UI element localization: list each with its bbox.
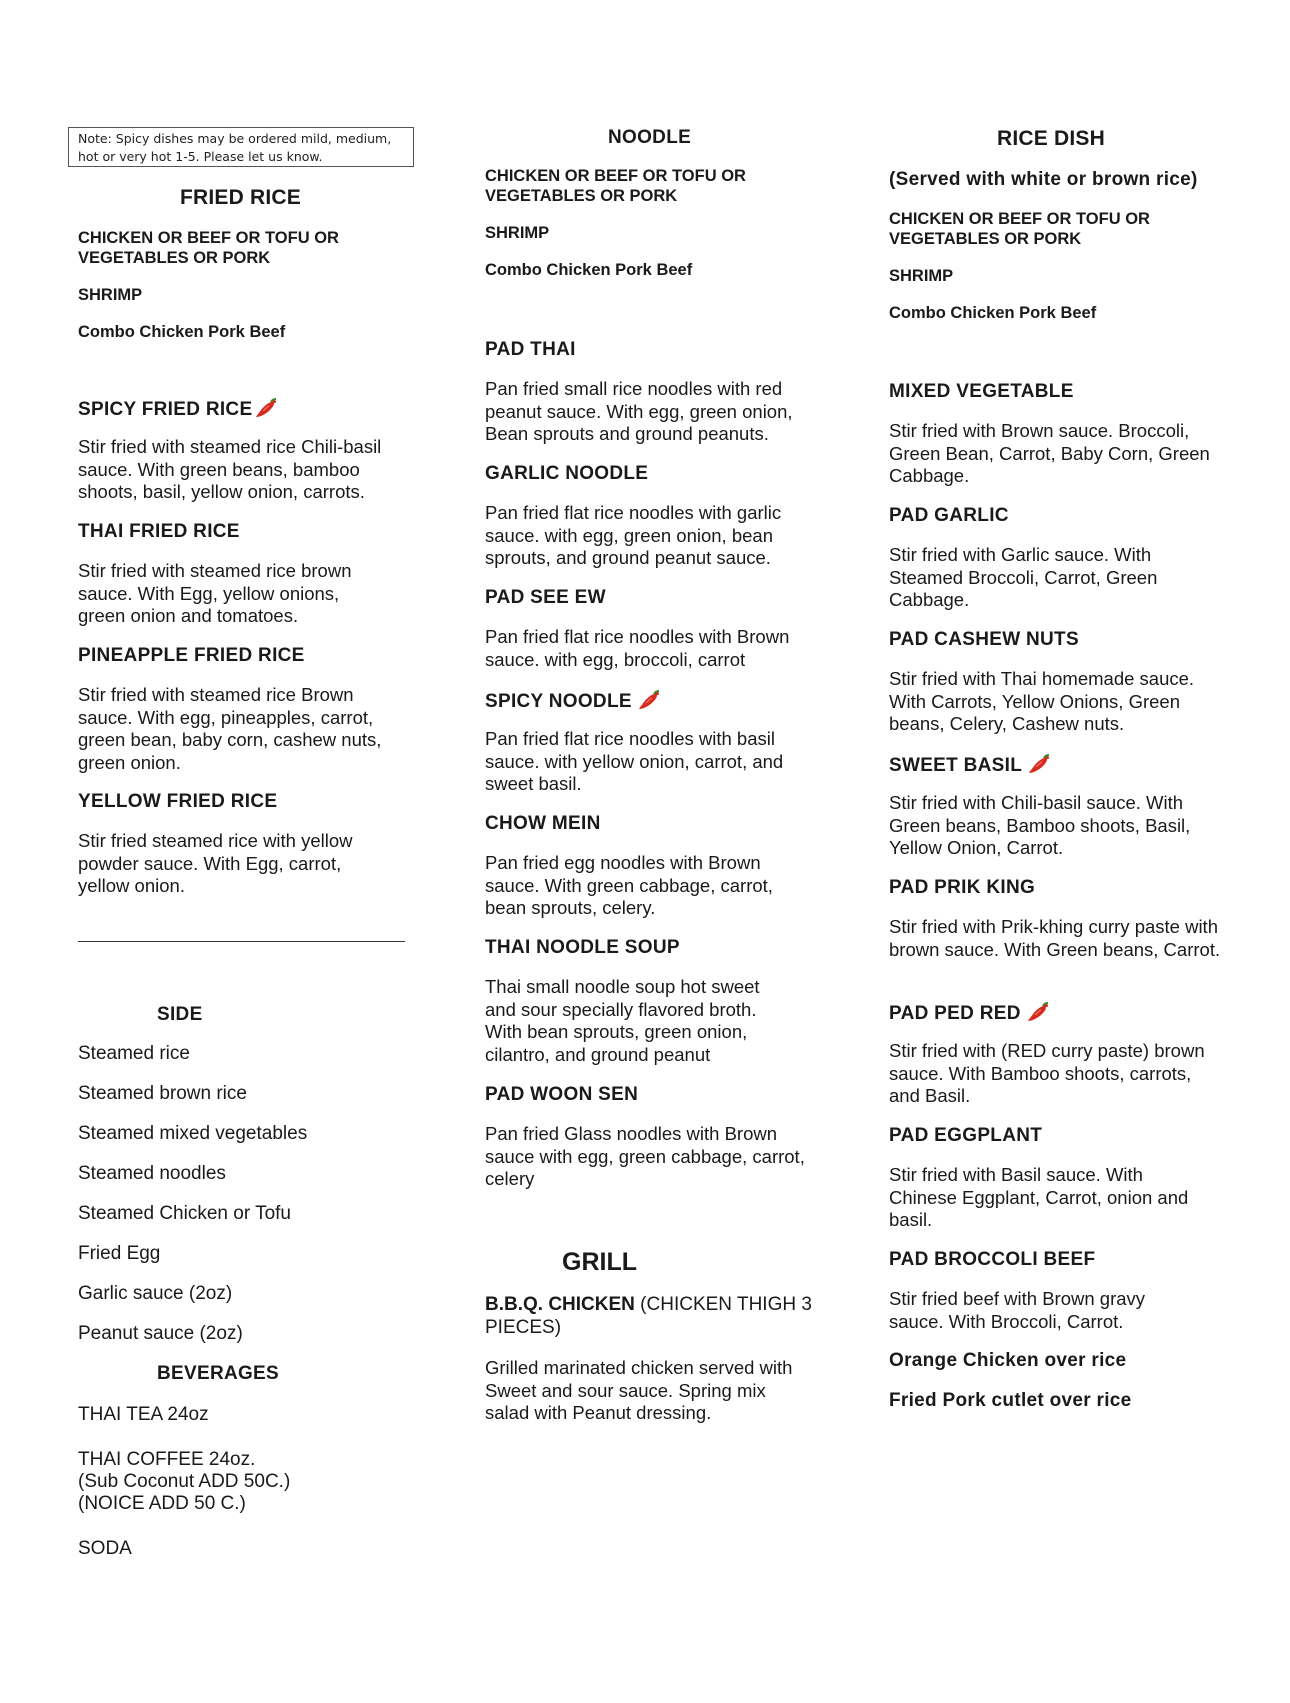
item-orange-chicken: Orange Chicken over rice [889,1350,1127,1371]
item-sweet-basil [889,753,1052,777]
item-desc: Stir fried with steamed rice brown sauce. With Egg, yellow onions, green onion and tomatoes. [78,560,352,626]
item-desc: Stir fried with steamed rice Chili-basil sauce. With green beans, bamboo shoots, basil, yellow onion, carrots. [78,436,382,502]
item-desc: Grilled marinated chicken served with Sweet and sour sauce. Spring mix salad with Peanut dressing. [485,1357,793,1423]
rice-dish-option-protein: CHICKEN OR BEEF OR TOFU OR VEGETABLES OR PORK [889,210,1150,248]
item-desc: Pan fried Glass noodles with Brown sauce with egg, green cabbage, carrot, celery [485,1123,805,1189]
item-bbq-chicken [485,1294,815,1339]
item-name: SWEET BASIL [889,755,1023,776]
item-desc: Stir fried with (RED curry paste) brown sauce. With Bamboo shoots, carrots, and Basil. [889,1040,1205,1106]
chili-icon [638,689,662,711]
item-pad-garlic: PAD GARLIC [889,505,1009,526]
chili-icon [1027,1001,1051,1023]
side-item: Peanut sauce (2oz) [78,1323,243,1344]
rice-dish-title: RICE DISH [997,127,1105,150]
item-thai-fried-rice: THAI FRIED RICE [78,521,240,542]
item-thai-noodle-soup: THAI NOODLE SOUP [485,937,680,958]
item-desc: Stir fried with steamed rice Brown sauce. With egg, pineapples, carrot, green bean, baby corn, cashew nuts, green onion. [78,684,382,773]
item-pad-see-ew: PAD SEE EW [485,587,606,608]
item-desc: Stir fried with Basil sauce. With Chinese Eggplant, Carrot, onion and basil. [889,1164,1189,1230]
item-desc: Stir fried beef with Brown gravy sauce. With Broccoli, Carrot. [889,1288,1146,1332]
item-mixed-vegetable: MIXED VEGETABLE [889,381,1074,402]
item-desc: Stir fried with Chili-basil sauce. With Green beans, Bamboo shoots, Basil, Yellow Onion, Carrot. [889,792,1191,858]
item-desc: Stir fried with Thai homemade sauce. With Carrots, Yellow Onions, Green beans, Celery, Cashew nuts. [889,668,1195,734]
beverage-thai-tea: THAI TEA 24oz [78,1404,209,1425]
item-yellow-fried-rice: YELLOW FRIED RICE [78,791,278,812]
item-spicy-noodle [485,689,662,713]
side-item: Fried Egg [78,1243,161,1264]
rice-dish-subtitle: (Served with white or brown rice) [889,169,1198,190]
item-desc: Stir fried with Prik-khing curry paste with brown sauce. With Green beans, Carrot. [889,916,1221,960]
chili-icon [255,397,279,419]
beverage-soda: SODA [78,1538,132,1559]
fried-rice-title: FRIED RICE [180,186,302,209]
side-item: Steamed noodles [78,1163,226,1184]
item-fried-pork-cutlet: Fried Pork cutlet over rice [889,1390,1132,1411]
side-item: Steamed rice [78,1043,190,1064]
side-item: Garlic sauce (2oz) [78,1283,233,1304]
side-item: Steamed brown rice [78,1083,247,1104]
rice-dish-option-combo: Combo Chicken Pork Beef [889,304,1097,322]
noodle-option-combo: Combo Chicken Pork Beef [485,261,693,279]
item-name: SPICY NOODLE [485,691,632,712]
fried-rice-option-shrimp: SHRIMP [78,286,143,304]
item-desc: Thai small noodle soup hot sweet and sour specially flavored broth. With bean sprouts, green onion, cilantro, and ground peanut [485,976,760,1065]
item-desc: Pan fried flat rice noodles with garlic sauce. with egg, green onion, bean sprouts, and ground peanut sauce. [485,502,782,568]
beverages-title: BEVERAGES [157,1363,280,1384]
noodle-title: NOODLE [608,127,692,148]
side-item: Steamed Chicken or Tofu [78,1203,291,1224]
grill-title: GRILL [562,1248,637,1276]
fried-rice-option-combo: Combo Chicken Pork Beef [78,323,286,341]
beverage-coffee-note: (NOICE ADD 50 C.) [78,1493,246,1514]
side-title: SIDE [157,1004,203,1025]
item-name: SPICY FRIED RICE [78,399,253,420]
item-pad-ped-red [889,1001,1051,1025]
item-desc: Pan fried egg noodles with Brown sauce. With green cabbage, carrot, bean sprouts, celery. [485,852,773,918]
item-pad-broccoli-beef: PAD BROCCOLI BEEF [889,1249,1096,1270]
item-desc: Stir fried with Brown sauce. Broccoli, Green Bean, Carrot, Baby Corn, Green Cabbage. [889,420,1210,486]
item-pad-cashew-nuts: PAD CASHEW NUTS [889,629,1079,650]
item-desc: Pan fried small rice noodles with red peanut sauce. With egg, green onion, Bean sprouts and ground peanuts. [485,378,793,444]
item-chow-mein: CHOW MEIN [485,813,601,834]
noodle-option-protein: CHICKEN OR BEEF OR TOFU OR VEGETABLES OR PORK [485,167,746,205]
spicy-note: Note: Spicy dishes may be ordered mild, medium, hot or very hot 1-5. Please let us know. [68,127,414,167]
fried-rice-option-protein: CHICKEN OR BEEF OR TOFU OR VEGETABLES OR PORK [78,229,339,267]
item-desc: Stir fried steamed rice with yellow powder sauce. With Egg, carrot, yellow onion. [78,830,353,896]
chili-icon [1028,753,1052,775]
item-pad-eggplant: PAD EGGPLANT [889,1125,1043,1146]
rice-dish-option-shrimp: SHRIMP [889,267,954,285]
beverage-thai-coffee: THAI COFFEE 24oz. [78,1449,256,1470]
divider [78,941,405,942]
item-pad-woon-sen: PAD WOON SEN [485,1084,639,1105]
beverage-coffee-note: (Sub Coconut ADD 50C.) [78,1471,291,1492]
item-pineapple-fried-rice: PINEAPPLE FRIED RICE [78,645,305,666]
item-garlic-noodle: GARLIC NOODLE [485,463,649,484]
item-name: B.B.Q. CHICKEN [485,1294,635,1315]
item-detail: (CHICKEN THIGH 3 PIECES) [485,1294,812,1338]
item-desc: Pan fried flat rice noodles with basil sauce. with yellow onion, carrot, and sweet basil. [485,728,784,794]
item-pad-thai: PAD THAI [485,339,576,360]
noodle-option-shrimp: SHRIMP [485,224,550,242]
item-pad-prik-king: PAD PRIK KING [889,877,1036,898]
item-desc: Stir fried with Garlic sauce. With Steamed Broccoli, Carrot, Green Cabbage. [889,544,1158,610]
item-spicy-fried-rice [78,397,279,421]
side-item: Steamed mixed vegetables [78,1123,308,1144]
item-desc: Pan fried flat rice noodles with Brown sauce. with egg, broccoli, carrot [485,626,790,670]
item-name: PAD PED RED [889,1003,1021,1024]
